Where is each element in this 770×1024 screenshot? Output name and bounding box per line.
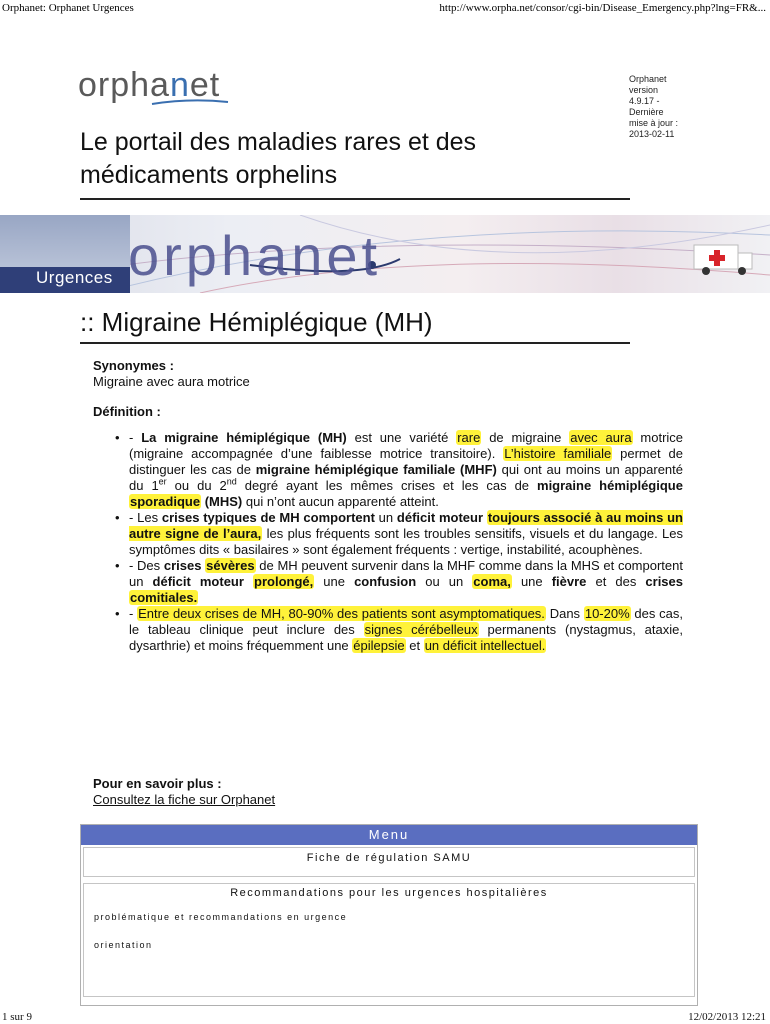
bold-term: (MHS) [204, 494, 243, 509]
text-segment: une [314, 574, 355, 589]
menu-header: Menu [81, 825, 697, 845]
text-segment: les plus fréquents sont les troubles sensitifs, visuels et du langage. Les symptômes dits « basilaires » sont également fréquents : vertige, instabilité, acouphènes. [129, 526, 684, 557]
version-line: 2013-02-11 [629, 129, 675, 139]
text-segment: de migraine [481, 430, 570, 445]
highlight: 10-20% [584, 606, 630, 621]
synonyms-text: Migraine avec aura motrice [93, 374, 250, 389]
bold-term: fièvre [551, 574, 587, 589]
highlight: L’histoire familiale [504, 446, 612, 461]
text-segment: - [129, 430, 142, 445]
text-segment: une [511, 574, 552, 589]
text-segment: et des [586, 574, 646, 589]
version-info [629, 74, 699, 140]
text-segment: Dans [545, 606, 584, 621]
bold-term: migraine hémiplégique [537, 478, 683, 493]
logo-text-accent: n [169, 66, 190, 104]
learn-more-heading: Pour en savoir plus : [93, 776, 222, 791]
highlight: un déficit intellectuel. [424, 638, 546, 653]
text-segment: un [374, 510, 397, 525]
list-item [129, 430, 683, 510]
text-segment: qui n’ont aucun apparenté atteint. [242, 494, 439, 509]
bold-term: crises typiques de MH comportent [161, 510, 375, 525]
bold-term: confusion [354, 574, 417, 589]
text-segment: ou un [416, 574, 473, 589]
list-item [129, 606, 683, 654]
orphanet-sheet-link[interactable]: Consultez la fiche sur Orphanet [93, 792, 276, 807]
version-line: 4.9.17 - [629, 96, 660, 106]
synonyms-heading: Synonymes : [93, 358, 174, 373]
text-segment: ou du 2 [166, 478, 227, 493]
text-segment: et [405, 638, 424, 653]
portal-title: Le portail des maladies rares et des médicaments orphelins [80, 126, 630, 200]
text-segment: est une variété [346, 430, 457, 445]
highlight: comitiales. [130, 590, 198, 605]
highlight: sévères [206, 558, 255, 573]
bold-term: crises [163, 558, 202, 573]
bold-term: déficit moteur [152, 574, 244, 589]
bold-term: La migraine hémiplégique (MH) [141, 430, 347, 445]
highlight: rare [457, 430, 481, 445]
bold-term: migraine hémiplégique familiale (MHF) [255, 462, 497, 477]
print-header-title: Orphanet: Orphanet Urgences [2, 2, 134, 14]
urgences-banner [0, 215, 770, 293]
disease-content [93, 358, 683, 654]
menu-subitem-orientation[interactable]: orientation [94, 940, 153, 950]
print-header-url: http://www.orpha.net/consor/cgi-bin/Disease_Emergency.php?lng=FR&... [439, 2, 766, 14]
version-line: mise à jour : [629, 118, 679, 128]
text-segment: permet de distinguer les cas de [129, 446, 683, 477]
highlight: épilepsie [353, 638, 405, 653]
menu-item-samu[interactable]: Fiche de régulation SAMU [83, 847, 695, 877]
list-item [129, 510, 683, 558]
version-line: version [629, 85, 659, 95]
disease-title: :: Migraine Hémiplégique (MH) [80, 306, 630, 344]
print-footer-page: 1 sur 9 [2, 1011, 32, 1023]
banner-label-urgences: Urgences [36, 268, 113, 287]
list-item [129, 558, 683, 606]
ambulance-icon [692, 237, 754, 277]
highlight: signes cérébelleux [364, 622, 478, 637]
text-segment: de MH peuvent survenir dans la MHF comme dans la MHS et comportent un [129, 558, 683, 589]
print-footer-date: 12/02/2013 12:21 [688, 1011, 766, 1023]
text-segment: motrice (migraine accompagnée d’une faiblesse motrice transitoire). [129, 430, 684, 461]
highlight: avec aura [570, 430, 632, 445]
menu-panel [80, 824, 698, 1006]
text-segment: permanents (nystagmus, ataxie, dysarthrie) et moins fréquemment une [129, 622, 683, 653]
text-segment: - Des [129, 558, 164, 573]
text-segment: des cas, le tableau clinique peut inclure des [129, 606, 684, 637]
highlight: toujours associé à au moins un autre signe de l’aura, [129, 510, 683, 541]
text-segment: - Les [129, 510, 162, 525]
highlight: prolongé, [254, 574, 314, 589]
text-segment: degré ayant les mêmes crises et les cas de [236, 478, 538, 493]
logo-text-part1: orpha [78, 66, 170, 104]
highlight: Entre deux crises de MH, 80-90% des patients sont asymptomatiques. [138, 606, 545, 621]
banner-orphanet-word: orphanet [128, 224, 382, 287]
logo-text-part2: et [189, 66, 221, 104]
menu-subitem-problematique[interactable]: problématique et recommandations en urgence [94, 912, 348, 922]
text-segment: - [129, 606, 138, 621]
menu-item-hospital-title[interactable]: Recommandations pour les urgences hospitalières [230, 887, 548, 899]
definition-list [93, 430, 683, 654]
bold-term: crises [645, 574, 683, 589]
superscript: er [158, 476, 167, 487]
definition-heading: Définition : [93, 404, 161, 419]
superscript: nd [226, 476, 237, 487]
menu-item-hospital [83, 883, 695, 997]
highlight: coma, [473, 574, 511, 589]
learn-more-section [93, 776, 275, 808]
version-line: Orphanet [629, 74, 667, 84]
text-segment [244, 574, 253, 589]
highlight: sporadique [130, 494, 201, 509]
text-segment: qui ont au moins un apparenté du 1 [129, 462, 683, 493]
logo-swoosh-icon [150, 98, 230, 108]
version-line: Dernière [629, 107, 664, 117]
bold-term: déficit moteur [396, 510, 484, 525]
